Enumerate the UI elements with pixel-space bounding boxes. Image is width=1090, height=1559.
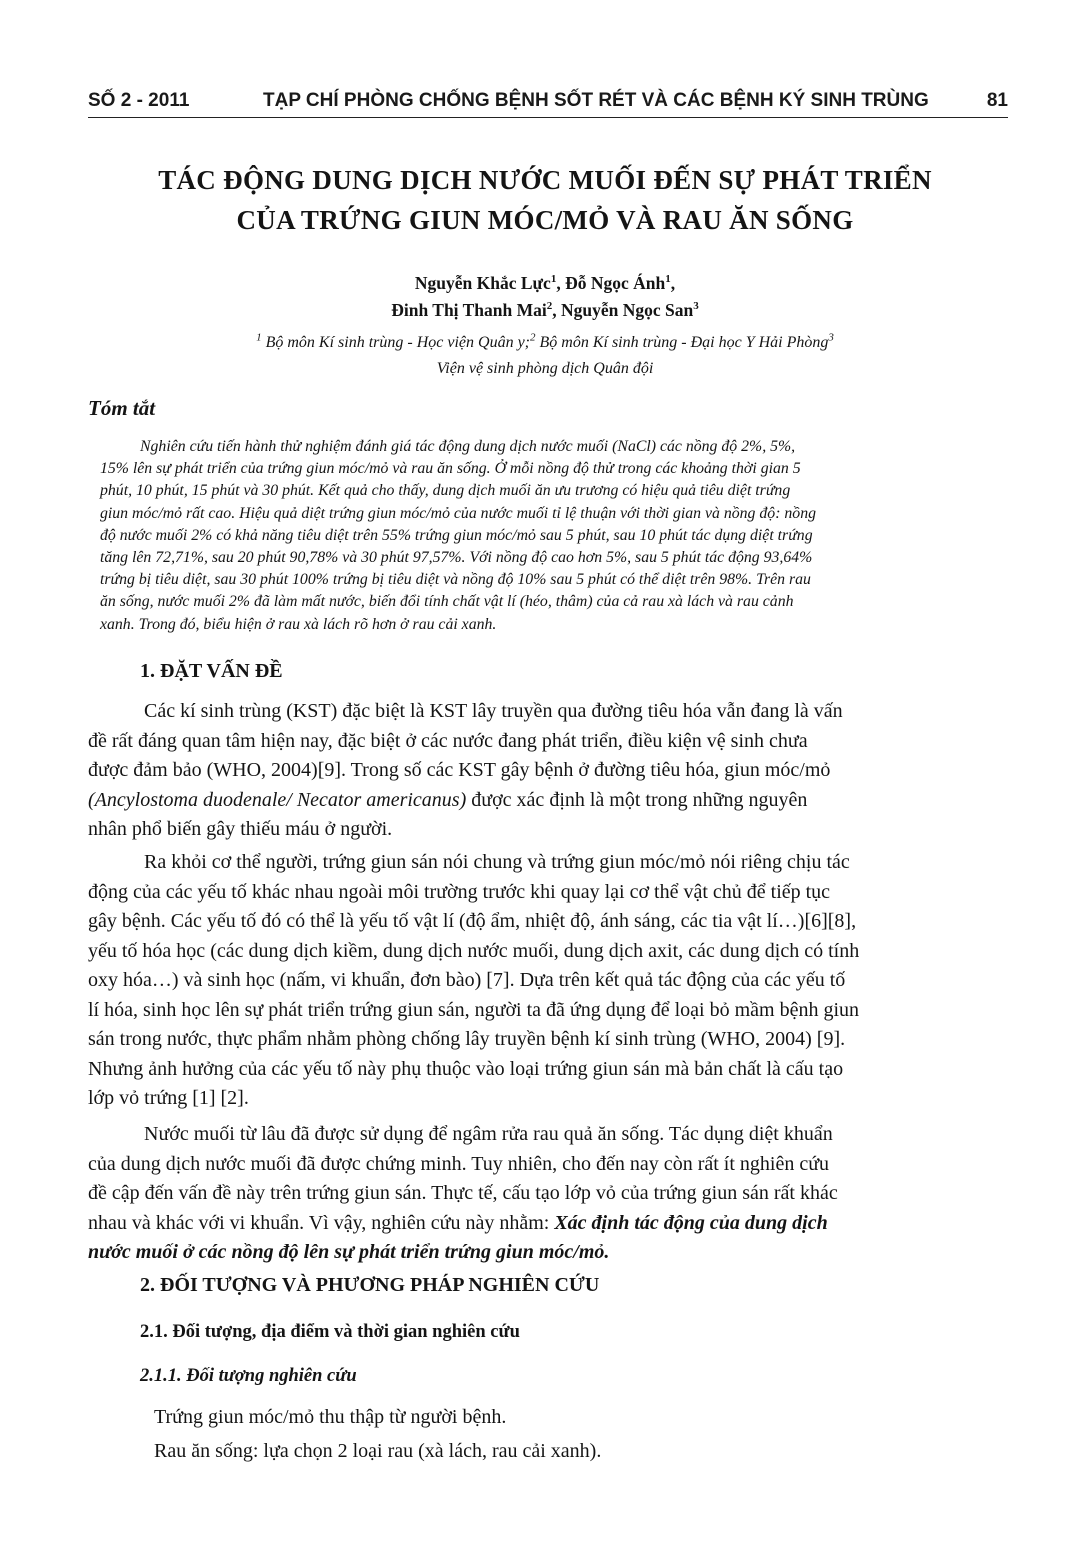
page-number: 81 [986, 90, 1008, 111]
paragraph-line: động của các yếu tố khác nhau ngoài môi trường trước khi quay lại cơ thể vật chủ để tiếp tục [88, 880, 831, 903]
paragraph-line: sán trong nước, thực phẩm nhằm phòng chống lây truyền bệnh kí sinh trùng (WHO, 2004) [9]. [88, 1028, 846, 1050]
running-header [88, 86, 1008, 116]
paragraph-line: Các kí sinh trùng (KST) đặc biệt là KST lây truyền qua đường tiêu hóa vẫn đang là vấn [144, 700, 843, 722]
journal-name: TẠP CHÍ PHÒNG CHỐNG BỆNH SỐT RÉT VÀ CÁC BỆNH KÝ SINH TRÙNG [263, 90, 929, 111]
author-line-1: Nguyễn Khắc Lực$^1$, Đỗ Ngọc Ánh$^1$, [414, 273, 676, 293]
species-names: (Ancylostoma duodenale/ Necator americanus) [88, 788, 467, 811]
section-1-paragraph-3 [88, 1120, 1008, 1268]
affiliation-marker: 3 [693, 300, 699, 313]
abstract-line: 15% lên sự phát triển của trứng giun móc/mỏ và rau ăn sống. Ở mỗi nồng độ thử trong các khoảng thời gian 5 [100, 460, 801, 478]
paragraph-line: oxy hóa…) và sinh học (nấm, vi khuẩn, đơn bào) [7]. Dựa trên kết quả tác động của các yếu tố [88, 969, 846, 991]
paragraph-line: lớp vỏ trứng [1] [2]. [88, 1087, 249, 1109]
abstract-line: độ nước muối 2% có khả năng tiêu diệt trên 55% trứng giun móc/mỏ sau 5 phút, sau 10 phút tác dụng diệt trứng [100, 526, 813, 544]
paragraph-line: gây bệnh. Các yếu tố đó có thể là yếu tố vật lí (độ ẩm, nhiệt độ, ánh sáng, các tia vật lí…)[6][8], [88, 910, 857, 932]
abstract-line: phút, 10 phút, 15 phút và 30 phút. Kết quả cho thấy, dung dịch muối ăn ưu trương có hiệu quả tiêu diệt trứng [100, 482, 791, 500]
affiliation-marker: 1 [550, 273, 557, 286]
affiliation-marker: 3 [828, 331, 834, 344]
study-subject-line-2: Rau ăn sống: lựa chọn 2 loại rau (xà lách, rau cải xanh). [154, 1440, 602, 1462]
paragraph-line: nhân phổ biến gây thiếu máu ở người. [88, 818, 393, 840]
abstract-line: tăng lên 72,71%, sau 20 phút 90,78% và 30 phút 97,57%. Với nồng độ cao hơn 5%, sau 5 phút tác động 93,64% [100, 549, 813, 567]
author-name: Đinh Thị Thanh Mai [391, 300, 547, 320]
paragraph-line: Nhưng ảnh hưởng của các yếu tố này phụ thuộc vào loại trứng giun sán mà bản chất là cấu tạo [88, 1057, 844, 1080]
affiliation-marker: 1 [665, 273, 671, 286]
paragraph-line [88, 786, 1008, 816]
author-name: , Nguyễn Ngọc San [552, 300, 694, 320]
study-objective: Xác định tác động của dung dịch [554, 1211, 828, 1234]
study-subject-line-1: Trứng giun móc/mỏ thu thập từ người bệnh. [154, 1406, 507, 1428]
author-name: Nguyễn Khắc Lực [414, 273, 551, 293]
paragraph-text: nhau và khác với vi khuẩn. Vì vậy, nghiên cứu này nhằm: [88, 1211, 555, 1234]
section-1-paragraph-1 [88, 697, 1008, 845]
section-1-heading: 1. ĐẶT VẤN ĐỀ [140, 660, 283, 682]
paragraph-line: Nước muối từ lâu đã được sử dụng để ngâm rửa rau quả ăn sống. Tác dụng diệt khuẩn [144, 1123, 833, 1145]
subsection-2-1-heading: 2.1. Đối tượng, địa điểm và thời gian nghiên cứu [140, 1322, 520, 1342]
affiliation-text: Bộ môn Kí sinh trùng - Đại học Y Hải Phòng [535, 334, 829, 351]
paragraph-line: được đảm bảo (WHO, 2004)[9]. Trong số các KST gây bệnh ở đường tiêu hóa, giun móc/mỏ [88, 759, 831, 781]
subsection-2-1-1-heading: 2.1.1. Đối tượng nghiên cứu [140, 1366, 357, 1386]
paragraph-line: Ra khỏi cơ thể người, trứng giun sán nói chung và trứng giun móc/mỏ nói riêng chịu tác [144, 851, 850, 873]
section-2-heading: 2. ĐỐI TƯỢNG VÀ PHƯƠNG PHÁP NGHIÊN CỨU [140, 1274, 600, 1296]
section-1-paragraph-2 [88, 848, 1008, 1114]
paragraph-line: lí hóa, sinh học lên sự phát triển trứng giun sán, người ta đã ứng dụng để loại bỏ mầm bệnh giun [88, 998, 860, 1021]
paragraph-line: yếu tố hóa học (các dung dịch kiềm, dung dịch nước muối, dung dịch axit, các dung dịch có tính [88, 939, 860, 962]
paragraph-text: được xác định là một trong những nguyên [466, 788, 808, 811]
abstract-line: giun móc/mỏ rất cao. Hiệu quả diệt trứng giun móc/mỏ của nước muối tỉ lệ thuận với thời gian và nồng độ: nồng [100, 504, 817, 522]
affiliation-marker: 2 [546, 300, 553, 313]
affiliation-marker: 1 [256, 331, 262, 344]
abstract-line: trứng bị tiêu diệt, sau 30 phút 100% trứng bị tiêu diệt và nồng độ 10% sau 5 phút có thể diệt trên 98%. Trên rau [100, 571, 811, 589]
author-name: , Đỗ Ngọc Ánh [556, 273, 666, 293]
title-line-1: TÁC ĐỘNG DUNG DỊCH NƯỚC MUỐI ĐẾN SỰ PHÁT TRIỂN [158, 165, 932, 195]
abstract-heading: Tóm tắt [88, 396, 156, 420]
abstract-line: ăn sống, nước muối 2% đã làm mất nước, biến đổi tính chất vật lí (héo, thâm) của cả rau xà lách và rau cảnh [100, 593, 794, 611]
paragraph-line [88, 1209, 1008, 1239]
header-rule [88, 117, 1008, 118]
affiliation-line-2: Viện vệ sinh phòng dịch Quân đội [436, 360, 654, 377]
paragraph-line: đề cập đến vấn đề này trên trứng giun sán. Thực tế, cấu tạo lớp vỏ của trứng giun sán rất khác [88, 1182, 838, 1204]
affiliation-marker: 2 [530, 331, 536, 344]
affiliations [100, 330, 990, 382]
abstract-line: xanh. Trong đó, biểu hiện ở rau xà lách rõ hơn ở rau cải xanh. [100, 615, 497, 633]
title-line-2: CỦA TRỨNG GIUN MÓC/MỎ VÀ RAU ĂN SỐNG [236, 205, 854, 235]
issue-label: SỐ 2 - 2011 [88, 90, 190, 111]
author-list [100, 270, 990, 324]
abstract-body [100, 436, 1006, 636]
paragraph-line [88, 1238, 1008, 1268]
article-title [100, 160, 990, 240]
affiliation-text: Bộ môn Kí sinh trùng - Học viện Quân y; [261, 334, 530, 351]
study-objective: nước muối ở các nồng độ lên sự phát triển trứng giun móc/mỏ. [88, 1241, 610, 1263]
affiliation-line-1 [100, 330, 990, 356]
paragraph-line: đề rất đáng quan tâm hiện nay, đặc biệt ở các nước đang phát triển, điều kiện vệ sinh chưa [88, 729, 808, 752]
abstract-line: Nghiên cứu tiến hành thử nghiệm đánh giá tác động dung dịch nước muối (NaCl) các nồng độ 2%, 5%, [140, 438, 796, 455]
paragraph-line: của dung dịch nước muối đã được chứng minh. Tuy nhiên, cho đến nay còn rất ít nghiên cứu [88, 1152, 830, 1175]
author-line-2 [100, 297, 990, 324]
